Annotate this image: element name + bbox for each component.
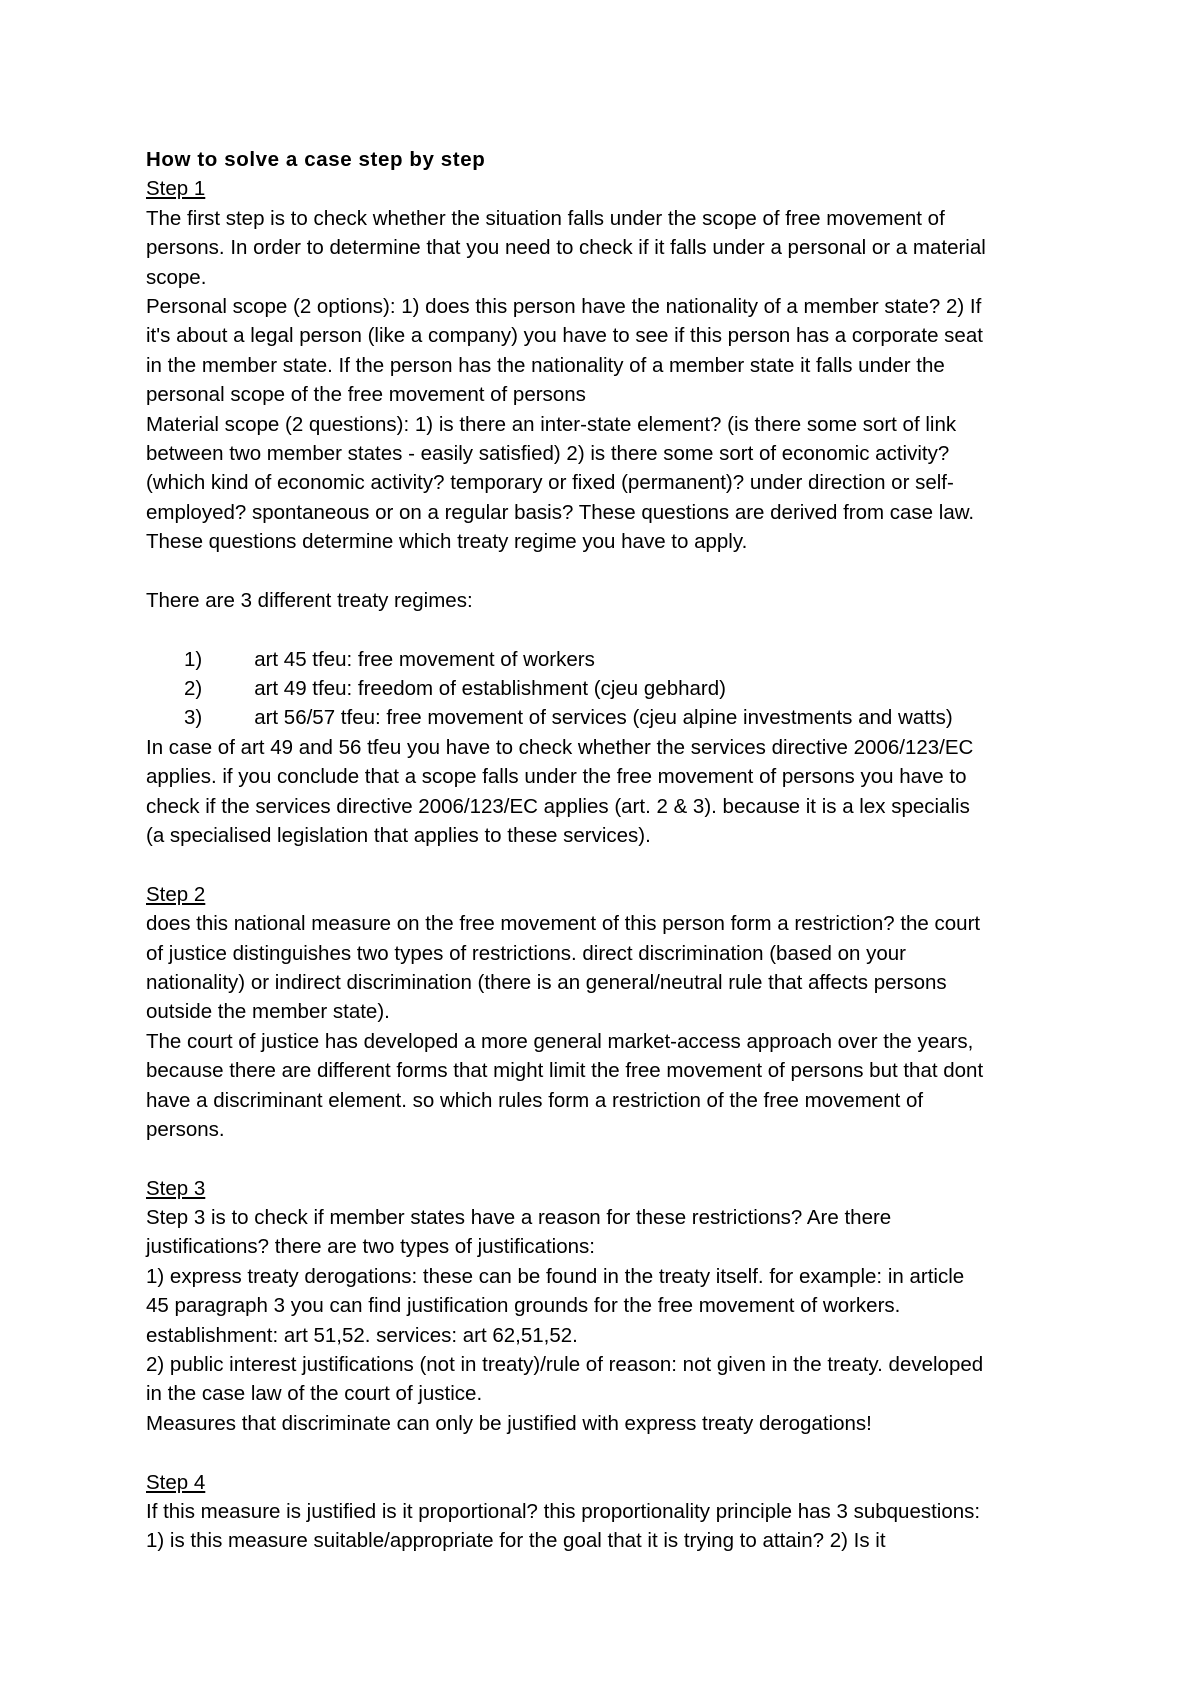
paragraph-line: justifications? there are two types of justifications: <box>146 1235 595 1259</box>
paragraph-line: outside the member state). <box>146 1000 390 1024</box>
paragraph-line: does this national measure on the free movement of this person form a restriction? the court <box>146 912 981 936</box>
paragraph-line: Measures that discriminate can only be justified with express treaty derogations! <box>146 1411 872 1435</box>
paragraph-line: personal scope of the free movement of persons <box>146 383 586 407</box>
document-title: How to solve a case step by step <box>146 148 486 171</box>
paragraph-line: Step 3 is to check if member states have a reason for these restrictions? Are there <box>146 1206 892 1230</box>
paragraph-line: 1) is this measure suitable/appropriate for the goal that it is trying to attain? 2) Is it <box>146 1529 886 1553</box>
list-item-text: art 49 tfeu: freedom of establishment (cjeu gebhard) <box>254 677 726 701</box>
paragraph-line: in the member state. If the person has the nationality of a member state it falls under the <box>146 353 945 377</box>
paragraph-line: Material scope (2 questions): 1) is there an inter-state element? (is there some sort of link <box>146 412 957 436</box>
paragraph-line: because there are different forms that might limit the free movement of persons but that dont <box>146 1059 984 1083</box>
paragraph-line: The first step is to check whether the situation falls under the scope of free movement of <box>146 206 945 230</box>
paragraph-line: check if the services directive 2006/123/EC applies (art. 2 & 3). because it is a lex specialis <box>146 794 970 818</box>
paragraph-line: of justice distinguishes two types of restrictions. direct discrimination (based on your <box>146 941 906 965</box>
paragraph-line: persons. <box>146 1117 225 1141</box>
step-1-heading: Step 1 <box>146 177 206 201</box>
paragraph-line: nationality) or indirect discrimination (there is an general/neutral rule that affects persons <box>146 970 947 994</box>
paragraph-line: These questions determine which treaty regime you have to apply. <box>146 530 748 554</box>
treaty-regimes-list <box>146 615 1086 730</box>
list-item <box>146 615 1086 671</box>
list-item-text: art 45 tfeu: free movement of workers <box>254 647 595 671</box>
paragraph-line: The court of justice has developed a more general market-access approach over the years, <box>146 1029 974 1053</box>
paragraph-line: establishment: art 51,52. services: art 62,51,52. <box>146 1323 578 1347</box>
paragraph-line: 1) express treaty derogations: these can be found in the treaty itself. for example: in article <box>146 1264 965 1288</box>
paragraph-line: Personal scope (2 options): 1) does this person have the nationality of a member state? 2) If <box>146 294 982 318</box>
list-item-text: art 56/57 tfeu: free movement of services (cjeu alpine investments and watts) <box>254 706 953 730</box>
paragraph-line: have a discriminant element. so which rules form a restriction of the free movement of <box>146 1088 924 1112</box>
paragraph-line: If this measure is justified is it proportional? this proportionality principle has 3 subquestions: <box>146 1499 981 1523</box>
list-item-number: 1) <box>184 647 203 671</box>
paragraph-line: applies. if you conclude that a scope falls under the free movement of persons you have to <box>146 765 967 789</box>
paragraph-line: it's about a legal person (like a company) you have to see if this person has a corporate seat <box>146 324 983 348</box>
document-page <box>146 145 1086 1556</box>
paragraph-line: In case of art 49 and 56 tfeu you have to check whether the services directive 2006/123/EC <box>146 735 974 759</box>
paragraph-line: 2) public interest justifications (not in treaty)/rule of reason: not given in the treaty. developed <box>146 1353 984 1377</box>
step-2-heading: Step 2 <box>146 882 206 906</box>
paragraph-line: 45 paragraph 3 you can find justification grounds for the free movement of workers. <box>146 1294 901 1318</box>
regimes-intro: There are 3 different treaty regimes: <box>146 588 473 612</box>
paragraph-line: (a specialised legislation that applies to these services). <box>146 823 651 847</box>
list-item <box>146 645 1086 701</box>
paragraph-line: employed? spontaneous or on a regular basis? These questions are derived from case law. <box>146 500 975 524</box>
list-item-number: 3) <box>184 706 203 730</box>
paragraph-line: in the case law of the court of justice. <box>146 1382 483 1406</box>
list-item-number: 2) <box>184 677 203 701</box>
blank-line <box>146 1144 1086 1173</box>
paragraph-line: (which kind of economic activity? temporary or fixed (permanent)? under direction or self- <box>146 471 954 495</box>
paragraph-line: scope. <box>146 265 207 289</box>
paragraph-line: between two member states - easily satisfied) 2) is there some sort of economic activity? <box>146 441 950 465</box>
step-3-heading: Step 3 <box>146 1176 206 1200</box>
step-4-heading: Step 4 <box>146 1470 206 1494</box>
blank-line <box>146 850 1086 879</box>
paragraph-line: persons. In order to determine that you need to check if it falls under a personal or a material <box>146 236 986 260</box>
blank-line <box>146 556 1086 585</box>
blank-line <box>146 1438 1086 1467</box>
list-item <box>146 674 1086 730</box>
